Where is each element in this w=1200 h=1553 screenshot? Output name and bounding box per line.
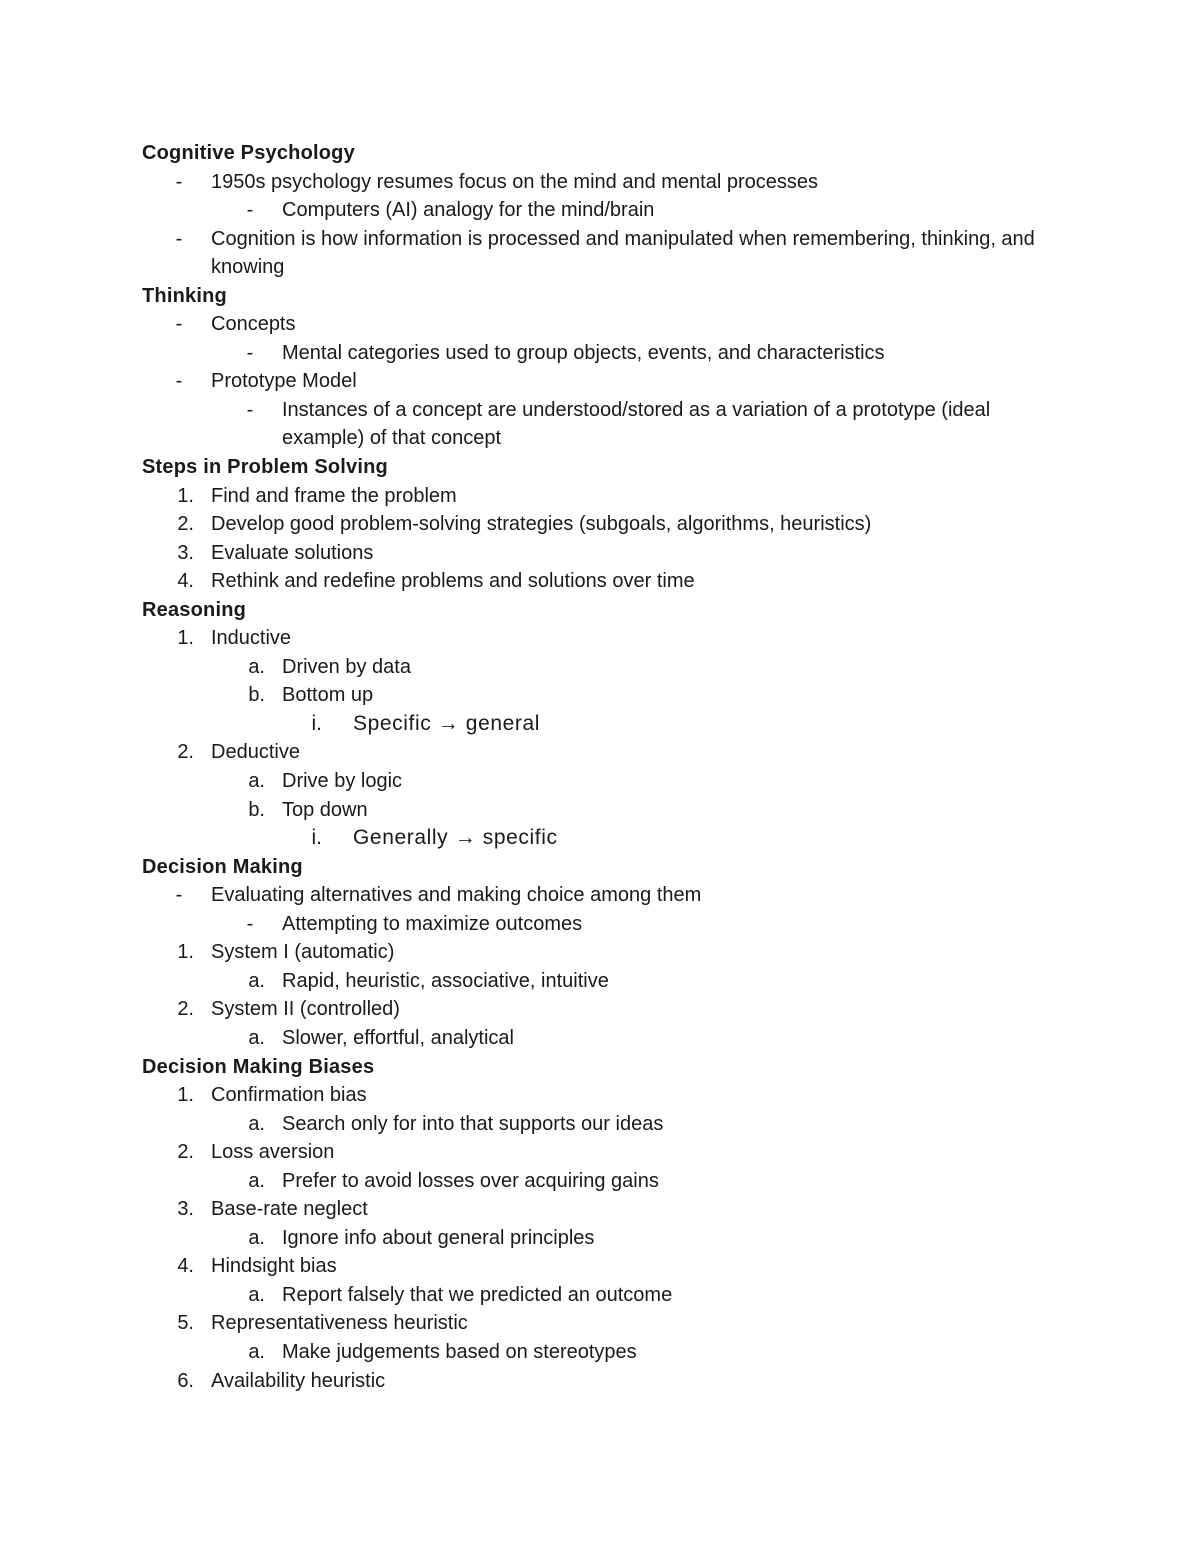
list-item-text: Loss aversion bbox=[211, 1141, 335, 1164]
list-item bbox=[0, 196, 1200, 225]
list-item-text: Rapid, heuristic, associative, intuitive bbox=[282, 969, 609, 992]
list-item bbox=[0, 1281, 1200, 1310]
list-item bbox=[0, 1252, 1200, 1281]
section-heading-row bbox=[0, 139, 1200, 168]
list-marker: i. bbox=[311, 711, 322, 735]
list-item-text: Develop good problem-solving strategies (subgoals, algorithms, heuristics) bbox=[211, 513, 872, 536]
list-marker: a. bbox=[248, 770, 265, 793]
list-marker: 1. bbox=[177, 941, 194, 964]
list-marker: a. bbox=[248, 1169, 265, 1192]
list-marker: 4. bbox=[177, 570, 194, 593]
list-marker: 1. bbox=[177, 484, 194, 507]
list-item-text: Bottom up bbox=[282, 684, 374, 707]
list-item-text: Ignore info about general principles bbox=[282, 1226, 595, 1249]
list-item-text: System I (automatic) bbox=[211, 941, 395, 964]
list-item bbox=[0, 881, 1200, 910]
list-marker: i. bbox=[311, 826, 322, 850]
list-marker: - bbox=[246, 912, 254, 935]
list-item-text: Drive by logic bbox=[282, 770, 403, 793]
list-marker: 4. bbox=[177, 1255, 194, 1278]
list-marker: a. bbox=[248, 1340, 265, 1363]
section-heading: Thinking bbox=[142, 284, 227, 307]
list-item-text: Search only for into that supports our ideas bbox=[282, 1112, 664, 1135]
section-heading: Decision Making bbox=[142, 855, 303, 878]
list-item-text: Confirmation bias bbox=[211, 1084, 367, 1107]
list-item bbox=[0, 938, 1200, 967]
list-marker: - bbox=[175, 370, 183, 393]
list-item bbox=[0, 310, 1200, 339]
list-item bbox=[0, 910, 1200, 939]
section-heading-row bbox=[0, 282, 1200, 311]
list-item bbox=[0, 1167, 1200, 1196]
list-item bbox=[0, 1138, 1200, 1167]
list-marker: - bbox=[175, 170, 183, 193]
list-item-text: Inductive bbox=[211, 627, 292, 650]
list-item-text: Evaluating alternatives and making choice among them bbox=[211, 884, 702, 907]
section-heading-row bbox=[0, 596, 1200, 625]
list-item bbox=[0, 796, 1200, 825]
list-marker: - bbox=[246, 341, 254, 364]
list-item-text: Report falsely that we predicted an outcome bbox=[282, 1283, 673, 1306]
section-heading-row bbox=[0, 1053, 1200, 1082]
list-item bbox=[0, 995, 1200, 1024]
list-item bbox=[0, 396, 1200, 453]
list-item bbox=[0, 681, 1200, 710]
list-item bbox=[0, 1367, 1200, 1396]
section-heading: Steps in Problem Solving bbox=[142, 456, 388, 479]
list-marker: 3. bbox=[177, 541, 194, 564]
section-heading: Decision Making Biases bbox=[142, 1055, 375, 1078]
list-item-text: Evaluate solutions bbox=[211, 541, 374, 564]
list-marker: a. bbox=[248, 1226, 265, 1249]
list-item-text: Instances of a concept are understood/stored as a variation of a prototype (ideal example) of that concept bbox=[282, 398, 991, 450]
list-item-text: Generally → specific bbox=[353, 826, 558, 850]
list-item-text: Find and frame the problem bbox=[211, 484, 457, 507]
list-item-text: Make judgements based on stereotypes bbox=[282, 1340, 637, 1363]
list-item-text: Hindsight bias bbox=[211, 1255, 337, 1278]
list-item bbox=[0, 824, 1200, 853]
list-item-text: Base-rate neglect bbox=[211, 1198, 368, 1221]
list-marker: 1. bbox=[177, 1084, 194, 1107]
list-item-text: Concepts bbox=[211, 313, 296, 336]
list-item bbox=[0, 1081, 1200, 1110]
list-item-text: Rethink and redefine problems and solutions over time bbox=[211, 570, 695, 593]
document-body bbox=[0, 139, 1200, 1395]
list-item bbox=[0, 539, 1200, 568]
list-item bbox=[0, 225, 1200, 282]
list-marker: 2. bbox=[177, 513, 194, 536]
list-marker: 2. bbox=[177, 741, 194, 764]
list-item-text: Attempting to maximize outcomes bbox=[282, 912, 583, 935]
list-item bbox=[0, 1309, 1200, 1338]
list-marker: 2. bbox=[177, 1141, 194, 1164]
list-marker: 5. bbox=[177, 1312, 194, 1335]
list-item bbox=[0, 738, 1200, 767]
list-marker: 1. bbox=[177, 627, 194, 650]
list-item bbox=[0, 1338, 1200, 1367]
list-item-text: Deductive bbox=[211, 741, 300, 764]
list-item bbox=[0, 1110, 1200, 1139]
list-marker: - bbox=[246, 199, 254, 222]
list-item bbox=[0, 482, 1200, 511]
list-item bbox=[0, 339, 1200, 368]
list-marker: a. bbox=[248, 1026, 265, 1049]
list-item bbox=[0, 1024, 1200, 1053]
list-item bbox=[0, 1195, 1200, 1224]
list-marker: 6. bbox=[177, 1369, 194, 1392]
list-marker: - bbox=[246, 398, 254, 421]
list-marker: a. bbox=[248, 1112, 265, 1135]
list-marker: b. bbox=[248, 684, 265, 707]
list-item bbox=[0, 653, 1200, 682]
section-heading-row bbox=[0, 853, 1200, 882]
list-item bbox=[0, 567, 1200, 596]
list-item-text: Slower, effortful, analytical bbox=[282, 1026, 514, 1049]
list-item bbox=[0, 168, 1200, 197]
list-item-text: Specific → general bbox=[353, 711, 541, 735]
list-item bbox=[0, 1224, 1200, 1253]
list-item bbox=[0, 624, 1200, 653]
list-item bbox=[0, 767, 1200, 796]
list-item bbox=[0, 510, 1200, 539]
list-marker: 3. bbox=[177, 1198, 194, 1221]
section-heading: Reasoning bbox=[142, 598, 247, 621]
list-item-text: System II (controlled) bbox=[211, 998, 400, 1021]
list-item-text: Driven by data bbox=[282, 655, 411, 678]
list-item-text: Prototype Model bbox=[211, 370, 357, 393]
list-item-text: Computers (AI) analogy for the mind/brain bbox=[282, 199, 655, 222]
list-marker: a. bbox=[248, 969, 265, 992]
list-item-text: Top down bbox=[282, 798, 368, 821]
list-marker: 2. bbox=[177, 998, 194, 1021]
list-marker: b. bbox=[248, 798, 265, 821]
section-heading-row bbox=[0, 453, 1200, 482]
list-item-text: Prefer to avoid losses over acquiring gains bbox=[282, 1169, 659, 1192]
list-item bbox=[0, 967, 1200, 996]
list-item-text: Availability heuristic bbox=[211, 1369, 386, 1392]
list-marker: - bbox=[175, 313, 183, 336]
list-item bbox=[0, 710, 1200, 739]
section-heading: Cognitive Psychology bbox=[142, 142, 355, 164]
list-item bbox=[0, 367, 1200, 396]
list-marker: - bbox=[175, 884, 183, 907]
list-marker: a. bbox=[248, 655, 265, 678]
list-item-text: Mental categories used to group objects, events, and characteristics bbox=[282, 341, 885, 364]
list-marker: a. bbox=[248, 1283, 265, 1306]
list-item-text: 1950s psychology resumes focus on the mind and mental processes bbox=[211, 170, 819, 193]
list-marker: - bbox=[175, 227, 183, 250]
list-item-text: Cognition is how information is processed and manipulated when remembering, thinking, and knowing bbox=[211, 227, 1035, 279]
list-item-text: Representativeness heuristic bbox=[211, 1312, 468, 1335]
